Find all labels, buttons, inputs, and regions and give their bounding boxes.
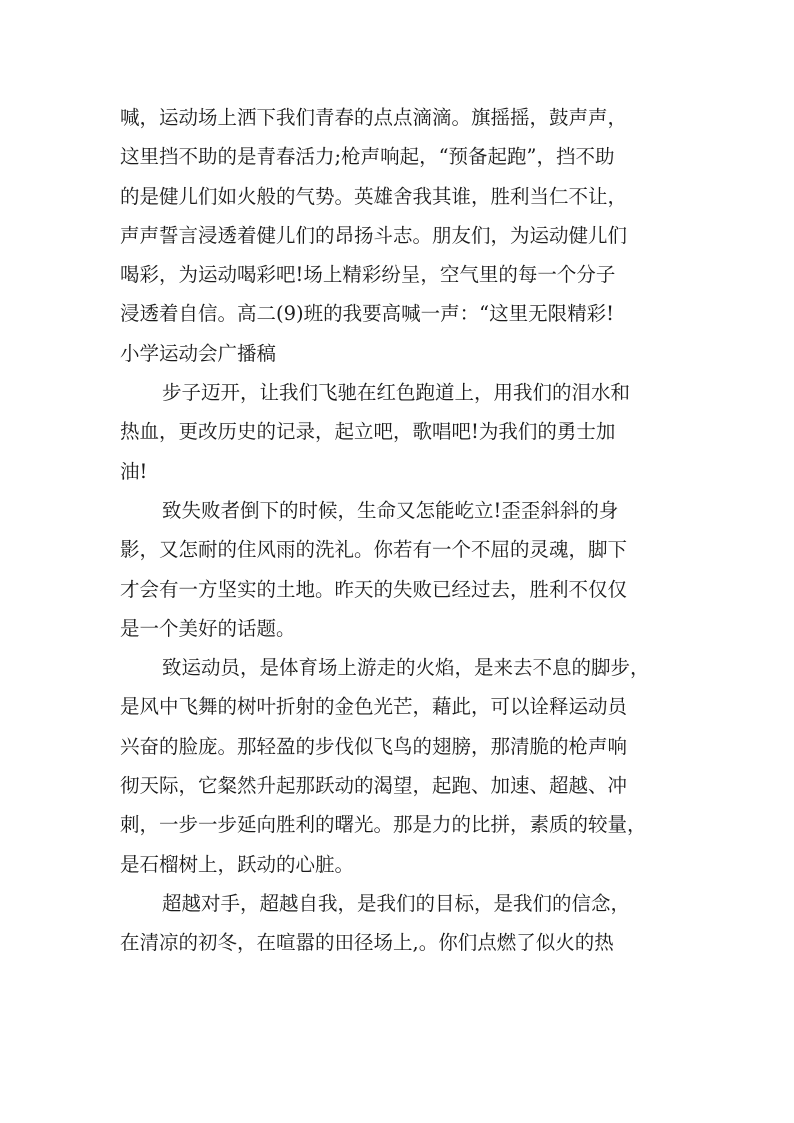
text-line: 才会有一方坚实的土地。昨天的失败已经过去，胜利不仅仅 bbox=[120, 577, 628, 601]
text-line: 油! bbox=[120, 459, 148, 483]
text-line: 刺，一步一步延向胜利的曙光。那是力的比拼，素质的较量， bbox=[120, 813, 647, 837]
text-line: 声声誓言浸透着健儿们的昂扬斗志。朋友们，为运动健儿们 bbox=[120, 223, 628, 247]
text-line: 是一个美好的话题。 bbox=[120, 616, 296, 640]
text-line: 步子迈开，让我们飞驰在红色跑道上，用我们的泪水和 bbox=[162, 381, 631, 405]
text-line: 的是健儿们如火般的气势。英雄舍我其谁，胜利当仁不让， bbox=[120, 184, 628, 208]
text-line: 喝彩，为运动喝彩吧!场上精彩纷呈，空气里的每一个分子 bbox=[120, 263, 616, 287]
text-line: 热血，更改历史的记录，起立吧，歌唱吧!为我们的勇士加 bbox=[120, 420, 616, 444]
text-line: 超越对手，超越自我，是我们的目标，是我们的信念， bbox=[162, 891, 631, 915]
section-heading: 小学运动会广播稿 bbox=[120, 341, 277, 365]
text-line: 是风中飞舞的树叶折射的金色光芒，藉此，可以诠释运动员 bbox=[120, 695, 628, 719]
text-line: 喊，运动场上洒下我们青春的点点滴滴。旗摇摇，鼓声声， bbox=[120, 106, 628, 129]
text-line: 致运动员，是体育场上游走的火焰，是来去不息的脚步， bbox=[162, 656, 650, 680]
text-line: 浸透着自信。高二(9)班的我要高喊一声：“这里无限精彩! bbox=[120, 302, 614, 326]
text-line: 兴奋的脸庞。那轻盈的步伐似飞鸟的翅膀，那清脆的枪声响 bbox=[120, 734, 628, 758]
text-line: 是石榴树上，跃动的心脏。 bbox=[120, 852, 355, 876]
text-line: 影，又怎耐的住风雨的洗礼。你若有一个不屈的灵魂，脚下 bbox=[120, 538, 628, 562]
text-line: 彻天际，它粲然升起那跃动的渴望，起跑、加速、超越、冲 bbox=[120, 774, 628, 798]
text-line: 致失败者倒下的时候，生命又怎能屹立!歪歪斜斜的身 bbox=[162, 498, 619, 522]
text-line: 在清凉的初冬，在喧嚣的田径场上,。你们点燃了似火的热 bbox=[120, 931, 614, 955]
document-body bbox=[120, 98, 680, 963]
text-line: 这里挡不助的是青春活力;枪声响起，“预备起跑”，挡不助 bbox=[120, 145, 615, 169]
